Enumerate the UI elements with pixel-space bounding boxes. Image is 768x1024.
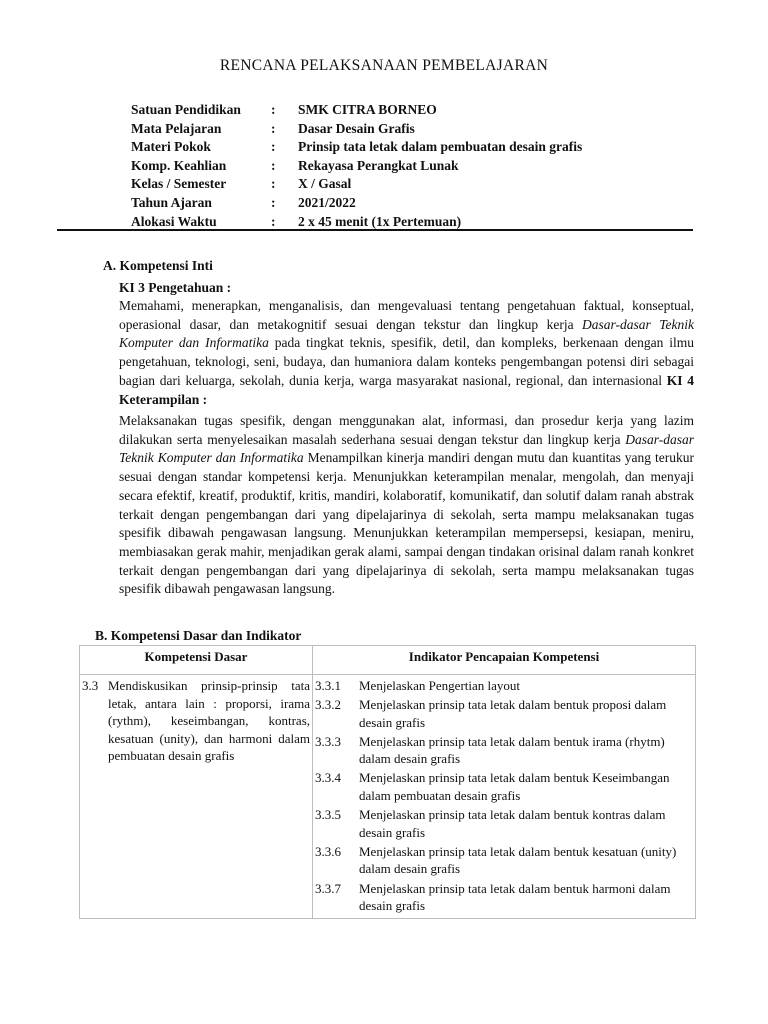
indicator-item	[315, 733, 693, 768]
identity-value: 2 x 45 menit (1x Pertemuan)	[298, 213, 462, 229]
indicator-number: 3.3.4	[315, 770, 341, 786]
indicator-text: Menjelaskan prinsip tata letak dalam bentuk irama (rhytm) dalam desain grafis	[359, 733, 665, 767]
kd-text: Mendiskusikan prinsip-prinsip tata letak, antara lain : proporsi, irama (rythm), keseimbangan, kontras, kesatuan (unity), dan harmoni dalam pembuatan desain grafis	[108, 678, 310, 764]
indicator-cell	[313, 675, 696, 919]
indicator-text: Menjelaskan Pengertian layout	[359, 678, 521, 693]
ki4-paragraph	[119, 412, 694, 599]
identity-label: Kelas / Semester	[131, 176, 227, 192]
table-header-row	[80, 646, 696, 675]
identity-label: Materi Pokok	[131, 139, 211, 155]
ki4-heading: KI 4 Keterampilan :	[119, 372, 694, 407]
ki3-italic-text: Dasar-dasar Teknik Komputer dan Informatika	[119, 316, 694, 351]
kd-number: 3.3	[82, 678, 99, 693]
indicator-item	[315, 880, 693, 915]
indicator-text: Menjelaskan prinsip tata letak dalam bentuk kontras dalam desain grafis	[359, 807, 666, 840]
identity-label: Komp. Keahlian	[131, 157, 227, 173]
identity-colon: :	[271, 176, 276, 192]
identity-colon: :	[271, 102, 276, 117]
indicator-item	[315, 806, 693, 841]
identity-row	[131, 138, 582, 157]
identity-label: Satuan Pendidikan	[131, 102, 241, 117]
header-divider	[57, 229, 693, 231]
document-title: RENCANA PELAKSANAAN PEMBELAJARAN	[219, 57, 549, 74]
section-a-heading: A. Kompetensi Inti	[103, 258, 213, 273]
indicator-number: 3.3.6	[315, 843, 341, 859]
ki3-paragraph	[119, 297, 694, 409]
identity-row	[131, 175, 582, 194]
identity-colon: :	[271, 157, 276, 173]
identity-colon: :	[271, 120, 276, 136]
indicator-item	[315, 696, 693, 731]
ki3-heading: KI 3 Pengetahuan :	[119, 280, 232, 295]
competency-table	[79, 645, 696, 919]
table-row	[80, 675, 696, 919]
indicator-number: 3.3.7	[315, 880, 341, 896]
indicator-text: Menjelaskan prinsip tata letak dalam bentuk harmoni dalam desain grafis	[359, 880, 671, 914]
identity-value: Prinsip tata letak dalam pembuatan desain grafis	[298, 139, 583, 155]
indicator-number: 3.3.5	[315, 807, 341, 823]
identity-colon: :	[271, 213, 276, 229]
identity-value: Rekayasa Perangkat Lunak	[298, 157, 459, 173]
indicator-item	[315, 843, 693, 878]
kd-cell	[80, 675, 313, 919]
identity-block	[131, 101, 582, 231]
identity-colon: :	[271, 194, 276, 210]
indicator-item	[315, 677, 693, 695]
col-header-indikator: Indikator Pencapaian Kompetensi	[313, 646, 696, 675]
identity-value: SMK CITRA BORNEO	[298, 102, 437, 117]
col-header-kompetensi-dasar: Kompetensi Dasar	[80, 646, 313, 675]
identity-label: Mata Pelajaran	[131, 120, 222, 136]
indicator-item	[315, 769, 693, 804]
ki3-text-1: Memahami, menerapkan, menganalisis, dan mengevaluasi tentang pengetahuan faktual, konseptual, operasional dasar, dan metakognitif sesuai dengan tekstur dan lingkup kerja	[119, 298, 694, 332]
identity-value: Dasar Desain Grafis	[298, 120, 415, 136]
section-b-heading: B. Kompetensi Dasar dan Indikator	[95, 628, 302, 643]
ki4-italic-text: Dasar-dasar Teknik Komputer dan Informatika	[119, 431, 694, 466]
identity-row	[131, 194, 582, 213]
indicator-text: Menjelaskan prinsip tata letak dalam bentuk kesatuan (unity) dalam desain grafis	[359, 843, 677, 877]
ki3-text-2: pada tingkat teknis, spesifik, detil, dan kompleks, berkenaan dengan ilmu pengetahuan, teknologi, seni, budaya, dan humaniora dalam konteks pengembangan potensi diri sebagai bagian dari keluarga, sekolah, dunia kerja, warga masyarakat nasional, regional, dan internasional	[119, 335, 694, 388]
identity-colon: :	[271, 139, 276, 155]
indicator-text: Menjelaskan prinsip tata letak dalam bentuk proposi dalam desain grafis	[359, 697, 667, 730]
identity-row	[131, 157, 582, 176]
indicator-number: 3.3.2	[315, 697, 341, 713]
indicator-number: 3.3.1	[315, 678, 341, 693]
ki4-text-1: Melaksanakan tugas spesifik, dengan menggunakan alat, informasi, dan prosedur kerja yang lazim dilakukan serta menyelesaikan masalah sederhana sesuai dengan tekstur dan lingkup kerja	[119, 413, 694, 447]
identity-value: X / Gasal	[298, 176, 352, 192]
identity-row	[131, 101, 582, 120]
identity-value: 2021/2022	[298, 194, 356, 210]
ki4-text-2: Menampilkan kinerja mandiri dengan mutu dan kuantitas yang terukur sesuai dengan standar kompetensi kerja. Menunjukkan keterampilan menalar, mengolah, dan menyaji secara efektif, kreatif, produktif, kritis, mandiri, kolaboratif, komunikatif, dan solutif dalam ranah abstrak terkait dengan pengembangan dari yang dipelajarinya di sekolah, serta mampu melaksanakan tugas spesifik dibawah pengawasan langsung. Menunjukkan keterampilan mempersepsi, kesiapan, meniru, membiasakan gerak mahir, menjadikan gerak alami, sampai dengan tindakan orisinal dalam ranah konkret terkait dengan pengembangan dari yang dipelajarinya di sekolah, serta mampu melaksanakan tugas spesifik dibawah pengawasan langsung.	[119, 450, 694, 597]
identity-label: Alokasi Waktu	[131, 213, 217, 229]
indicator-number: 3.3.3	[315, 733, 341, 749]
identity-row	[131, 120, 582, 139]
indicator-text: Menjelaskan prinsip tata letak dalam bentuk Keseimbangan dalam pembuatan desain grafis	[359, 770, 670, 804]
identity-label: Tahun Ajaran	[131, 194, 212, 210]
